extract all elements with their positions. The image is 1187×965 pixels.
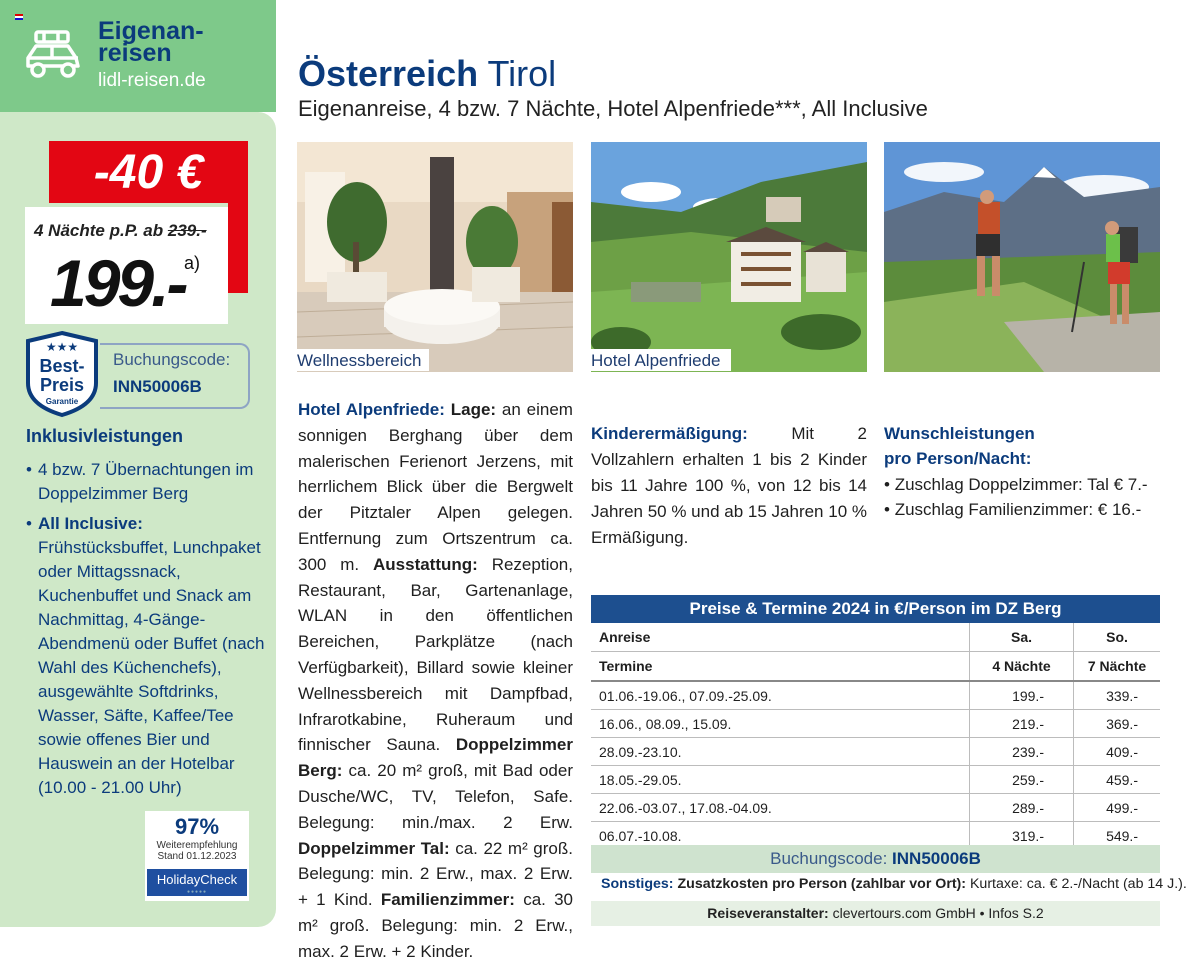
price-footnote: a) — [184, 253, 201, 273]
rating-source: HolidayCheck — [147, 869, 247, 896]
brand-website-link[interactable]: lidl-reisen.de — [98, 70, 206, 91]
extras-title-line1: Wunschleistungen — [884, 424, 1035, 443]
fz-text: ca. 30 m² groß. Belegung: min. 2 Erw., max. 2 Erw. + 2 Kinder. — [298, 890, 574, 961]
table-row — [591, 738, 1160, 766]
extras-title — [884, 421, 1035, 471]
cell-price-7: 459.- — [1074, 766, 1161, 794]
cell-price-7: 409.- — [1074, 738, 1161, 766]
hotel-label: Hotel Alpenfriede: — [298, 400, 445, 419]
inclusion-item-text: Frühstücksbuffet, Lunchpaket oder Mittagssnack, Kuchenbuffet und Snack am Nachmittag, 4-Gänge-Abendmenü oder Buffet (nach Wahl des Küchenchefs), ausgewählte Softdrinks, Wasser, Säfte, Kaffee/Tee sowie offenes Bier und Hauswein an der Hotelbar (10.00 - 21.00 Uhr) — [38, 538, 265, 797]
nights-price-label — [34, 221, 207, 241]
col-header-7-naechte: 7 Nächte — [1074, 652, 1161, 682]
booking-bar-label: Buchungscode: — [770, 849, 888, 868]
flag-icon — [15, 14, 23, 20]
tour-operator-bar — [591, 901, 1160, 926]
rating-dots: ●●●●● — [186, 889, 208, 895]
page-title — [298, 53, 556, 95]
extras-item-text: Zuschlag Familienzimmer: € 16.- — [894, 500, 1142, 519]
booking-bar-code: INN50006B — [892, 849, 981, 868]
seal-line2: Preis — [39, 375, 85, 395]
cell-price-4: 289.- — [970, 794, 1074, 822]
inclusion-item: • 4 bzw. 7 Übernachtungen im Doppelzimmer Berg — [26, 458, 266, 506]
sonstiges-bold: Zusatzkosten pro Person (zahlbar vor Ort): — [677, 876, 967, 892]
table-row — [591, 710, 1160, 738]
children-discount — [591, 421, 867, 551]
col-header-termine: Termine — [591, 652, 970, 682]
inclusion-item-label: All Inclusive: — [38, 514, 143, 533]
extras-list — [884, 472, 1160, 522]
extras-item: • Zuschlag Doppelzimmer: Tal € 7.- — [884, 475, 1148, 494]
extras-title-line2: pro Person/Nacht: — [884, 449, 1032, 468]
extras-item: • Zuschlag Familienzimmer: € 16.- — [884, 500, 1142, 519]
ausstattung-text: Rezeption, Restaurant, Bar, Gartenanlage, WLAN in den öffentlichen Bereichen, Parkplätze (nach Verfügbarkeit), Billard sowie kleiner Wellnessbereich mit Dampfbad, Infrarotkabine, Ruheraum und finnischer Sauna. — [298, 554, 573, 755]
veranstalter-label: Reiseveranstalter: — [707, 905, 829, 921]
best-price-seal — [24, 331, 100, 417]
children-label: Kinderermäßigung: — [591, 424, 748, 443]
booking-code-label: Buchungscode: — [113, 350, 231, 369]
col-header-4-naechte: 4 Nächte — [970, 652, 1074, 682]
table-header-row — [591, 652, 1160, 682]
dz-tal-text: ca. 22 m² groß. Belegung: min. 2 Erw., max. 2 Erw. + 1 Kind. — [298, 838, 573, 910]
brand-name-line1: Eigenan- — [98, 17, 204, 45]
extras-item-text: Zuschlag Doppelzimmer: Tal € 7.- — [894, 475, 1148, 494]
brand-name — [98, 17, 204, 67]
col-header-anreise: Anreise — [591, 623, 970, 652]
table-row — [591, 766, 1160, 794]
car-luggage-icon — [22, 28, 84, 82]
lage-label: Lage: — [450, 400, 497, 419]
dz-tal-label: Doppelzimmer Tal: — [298, 838, 450, 858]
sonstiges-text: Kurtaxe: ca. € 2.-/Nacht (ab 14 J.). — [969, 876, 1187, 892]
cell-price-7: 549.- — [1074, 822, 1161, 850]
photo-hotel — [591, 142, 867, 372]
inclusion-item: • All Inclusive: Frühstücksbuffet, Lunchpaket oder Mittagssnack, Kuchenbuffet und Snack am Nachmittag, 4-Gänge-Abendmenü oder Buffet (nach Wahl des Küchenchefs), ausgewählte Softdrinks, Wasser, Säfte, Kaffee/Tee sowie offenes Bier und Hauswein an der Hotelbar (10.00 - 21.00 Uhr) — [26, 514, 265, 797]
price-table-title: Preise & Termine 2024 in €/Person im DZ Berg — [591, 595, 1160, 623]
main-price: 199.- — [50, 246, 186, 320]
photo-caption-wellness: Wellnessbereich — [297, 349, 429, 371]
cell-dates: 18.05.-29.05. — [591, 766, 970, 794]
cell-price-7: 499.- — [1074, 794, 1161, 822]
lage-text: an einem sonnigen Berghang über dem malerischen Ferienort Jerzens, mit herrlichem Blick über die Bergwelt der Pitztaler Alpen gelegen. Entfernung zum Ortszentrum ca. 300 m. — [298, 400, 573, 574]
booking-code-value: INN50006B — [113, 377, 202, 396]
col-header-sa: Sa. — [970, 623, 1074, 652]
cell-price-4: 219.- — [970, 710, 1074, 738]
col-header-so: So. — [1074, 623, 1161, 652]
brand-name-line2: reisen — [98, 39, 172, 67]
cell-dates: 01.06.-19.06., 07.09.-25.09. — [591, 681, 970, 710]
cell-dates: 28.09.-23.10. — [591, 738, 970, 766]
price-table — [591, 595, 1160, 850]
table-row — [591, 681, 1160, 710]
rating-percent: 97% — [174, 814, 220, 839]
cell-price-7: 369.- — [1074, 710, 1161, 738]
photo-caption-hotel: Hotel Alpenfriede — [591, 349, 731, 371]
sonstiges-label: Sonstiges: — [601, 876, 674, 892]
table-header-row — [591, 623, 1160, 652]
inclusion-item-text: 4 bzw. 7 Übernachtungen im Doppelzimmer Berg — [38, 460, 254, 503]
photo-wellness — [297, 142, 573, 372]
rating-label: Weiterempfehlung — [156, 840, 238, 851]
seal-line1: Best- — [39, 356, 85, 376]
veranstalter-text: clevertours.com GmbH • Infos S.2 — [832, 905, 1044, 921]
photo-hiking — [884, 142, 1160, 372]
cell-price-4: 259.- — [970, 766, 1074, 794]
cell-dates: 16.06., 08.09., 15.09. — [591, 710, 970, 738]
hotel-description — [298, 397, 573, 965]
seal-stars: ★★★ — [45, 340, 79, 354]
cell-price-4: 239.- — [970, 738, 1074, 766]
seal-line3: Garantie — [45, 397, 79, 406]
table-row — [591, 794, 1160, 822]
inclusions-title: Inklusivleistungen — [26, 426, 184, 446]
children-text: Mit 2 Vollzahlern erhalten 1 bis 2 Kinder bis 11 Jahre 100 %, von 12 bis 14 Jahren 50 % und ab 15 Jahren 10 % Ermäßigung. — [591, 424, 867, 547]
page-subtitle: Eigenanreise, 4 bzw. 7 Nächte, Hotel Alpenfriede***, All Inclusive — [298, 96, 928, 121]
cell-dates: 06.07.-10.08. — [591, 822, 970, 850]
additional-costs — [601, 876, 1187, 892]
booking-code-bar — [591, 845, 1160, 873]
old-price: 239.- — [167, 221, 207, 240]
ausstattung-label: Ausstattung: — [373, 554, 478, 574]
title-region: Tirol — [487, 53, 557, 94]
fz-label: Familienzimmer: — [380, 890, 515, 910]
discount-badge: -40 € — [49, 141, 248, 203]
title-country: Österreich — [298, 53, 479, 94]
dz-berg-label: Doppelzimmer Berg: — [298, 735, 573, 781]
dz-berg-text: ca. 20 m² groß, mit Bad oder Dusche/WC, TV, Telefon, Safe. Belegung: min./max. 2 Erw. — [298, 761, 573, 832]
nights-prefix: 4 Nächte p.P. ab — [34, 221, 168, 240]
cell-price-4: 319.- — [970, 822, 1074, 850]
cell-price-7: 339.- — [1074, 681, 1161, 710]
rating-date: Stand 01.12.2023 — [157, 851, 237, 862]
cell-dates: 22.06.-03.07., 17.08.-04.09. — [591, 794, 970, 822]
cell-price-4: 199.- — [970, 681, 1074, 710]
